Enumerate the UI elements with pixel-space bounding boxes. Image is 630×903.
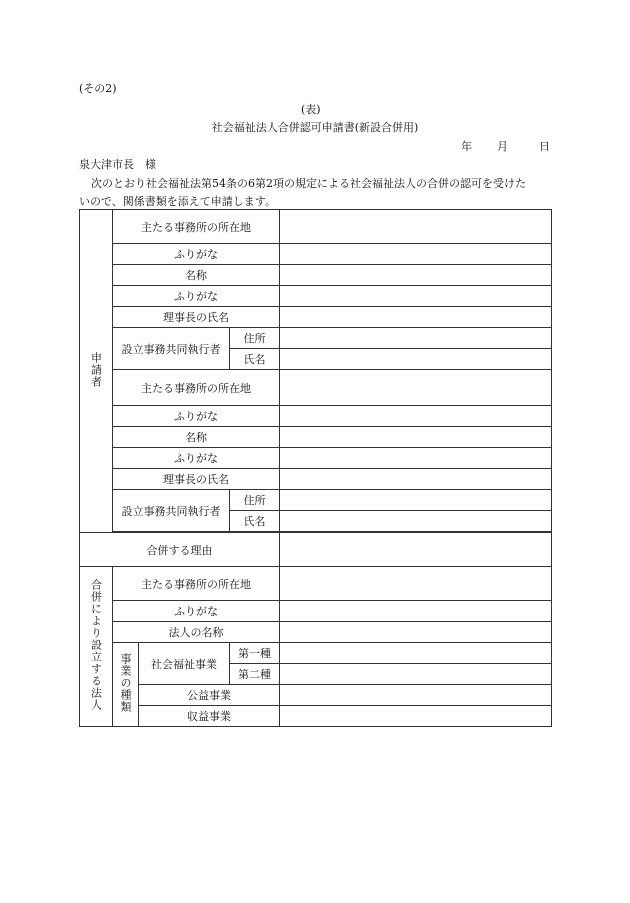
- address-field-1[interactable]: [280, 328, 552, 349]
- person-name-field-1[interactable]: [280, 349, 552, 370]
- furigana-field-5[interactable]: [280, 601, 552, 622]
- profit-business-field[interactable]: [280, 706, 552, 727]
- social-welfare-business-label: 社会福祉事業: [139, 643, 230, 685]
- business-types-header-cell: [113, 643, 139, 727]
- corp-name-field[interactable]: [280, 622, 552, 643]
- furigana-label-2: ふりがな: [113, 286, 280, 307]
- date-year: 年: [461, 140, 472, 153]
- furigana-field-4[interactable]: [280, 448, 552, 469]
- person-name-field-2[interactable]: [280, 511, 552, 532]
- chairman-name-field-2[interactable]: [280, 469, 552, 490]
- person-name-label-2: 氏名: [230, 511, 280, 532]
- type1-field[interactable]: [280, 643, 552, 664]
- office-location-field-1[interactable]: [280, 210, 552, 244]
- applicant-header: 申請者: [89, 351, 103, 388]
- chairman-name-field-1[interactable]: [280, 307, 552, 328]
- merger-reason-label: 合併する理由: [80, 533, 280, 567]
- public-interest-business-label: 公益事業: [139, 685, 280, 706]
- name-label-2: 名称: [113, 427, 280, 448]
- address-label-1: 住所: [230, 328, 280, 349]
- furigana-field-3[interactable]: [280, 406, 552, 427]
- public-interest-business-field[interactable]: [280, 685, 552, 706]
- address-field-2[interactable]: [280, 490, 552, 511]
- body-text-line-2: いので、関係書類を添えて申請します。: [79, 195, 276, 208]
- office-location-label-1: 主たる事務所の所在地: [113, 210, 280, 244]
- profit-business-label: 収益事業: [139, 706, 280, 727]
- addressee: 泉大津市長 様: [79, 158, 156, 171]
- merger-reason-field[interactable]: [280, 533, 552, 567]
- furigana-label-5: ふりがな: [113, 601, 280, 622]
- type1-label: 第一種: [230, 643, 280, 664]
- applicant-header-cell: [80, 210, 113, 533]
- furigana-label-1: ふりがな: [113, 244, 280, 265]
- name-field-2[interactable]: [280, 427, 552, 448]
- body-text-line-1: 次のとおり社会福祉法第54条の6第2項の規定による社会福祉法人の合併の認可を受けた: [91, 177, 526, 190]
- date-line: [461, 138, 550, 154]
- office-location-field-2[interactable]: [280, 370, 552, 406]
- office-location-label-2: 主たる事務所の所在地: [113, 370, 280, 406]
- chairman-name-label-1: 理事長の氏名: [113, 307, 280, 328]
- front-label: (表): [301, 103, 321, 116]
- date-month: 月: [497, 140, 508, 153]
- executor-label-2: 設立事務共同執行者: [113, 490, 230, 532]
- date-day: 日: [539, 140, 550, 153]
- document-title: 社会福祉法人合併認可申請書(新設合併用): [211, 121, 419, 134]
- chairman-name-label-2: 理事長の氏名: [113, 469, 280, 490]
- office-location-label-3: 主たる事務所の所在地: [113, 567, 280, 601]
- furigana-label-4: ふりがな: [113, 448, 280, 469]
- name-field-1[interactable]: [280, 265, 552, 286]
- sheet-label: (その2): [79, 82, 117, 95]
- type2-field[interactable]: [280, 664, 552, 685]
- new-corp-header: 合併により設立する法人: [89, 579, 103, 711]
- name-label-1: 名称: [113, 265, 280, 286]
- person-name-label-1: 氏名: [230, 349, 280, 370]
- business-types-header: 事業の種類: [119, 653, 132, 713]
- executor-label-1: 設立事務共同執行者: [113, 328, 230, 370]
- furigana-field-2[interactable]: [280, 286, 552, 307]
- new-corp-header-cell: [80, 567, 113, 727]
- furigana-label-3: ふりがな: [113, 406, 280, 427]
- corp-name-label: 法人の名称: [113, 622, 280, 643]
- type2-label: 第二種: [230, 664, 280, 685]
- office-location-field-3[interactable]: [280, 567, 552, 601]
- application-form-table: [79, 209, 552, 727]
- furigana-field-1[interactable]: [280, 244, 552, 265]
- address-label-2: 住所: [230, 490, 280, 511]
